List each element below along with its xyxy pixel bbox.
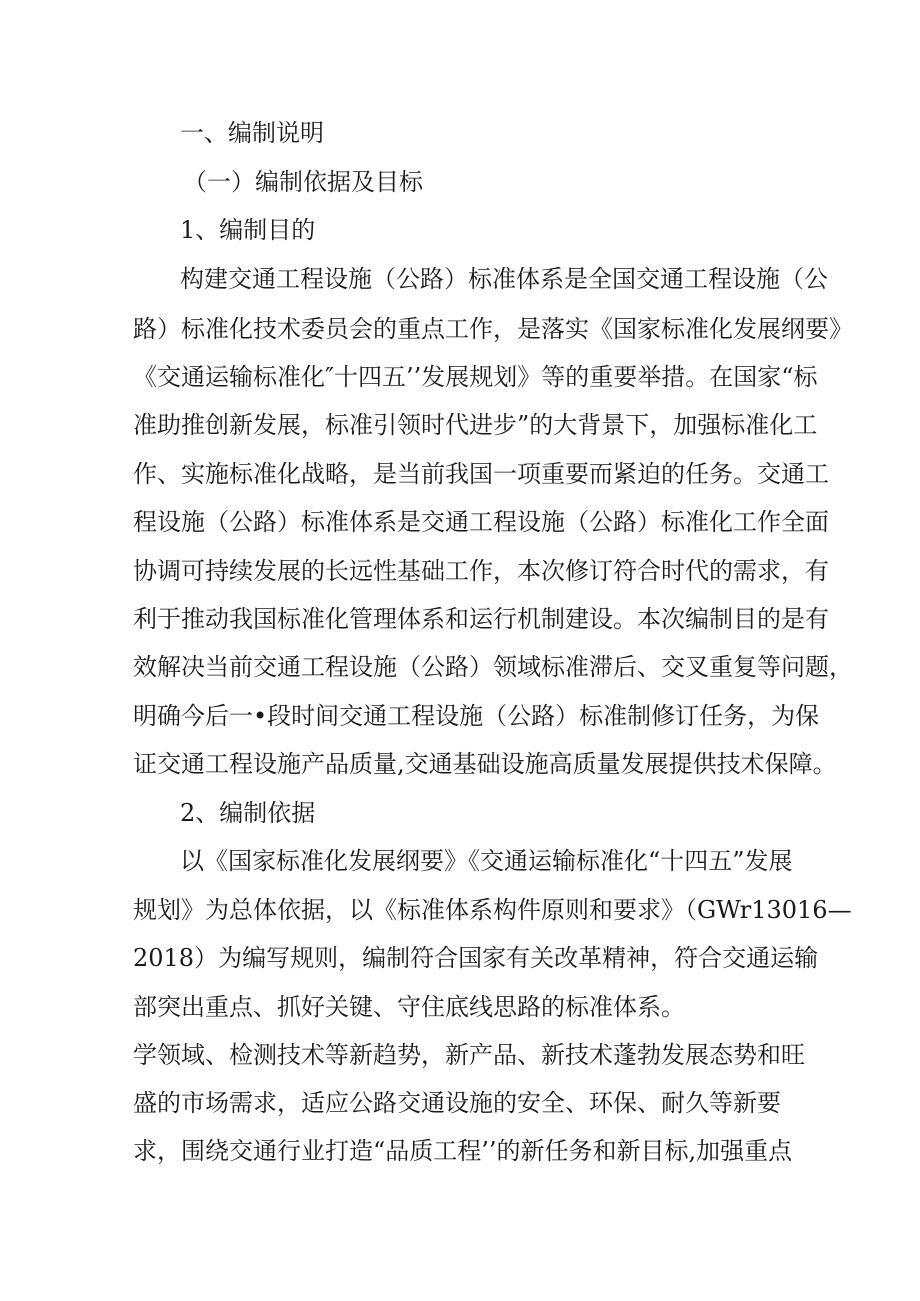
paragraph-line: 明确今后一•段时间交通工程设施（公路）标准制修订任务，为保 <box>133 702 820 730</box>
paragraph-line: 以《国家标准化发展纲要》《交通运输标准化“十四五”发展 <box>180 847 793 875</box>
paragraph-line: 求，围绕交通行业打造“品质工程’’的新任务和新目标,加强重点 <box>133 1137 793 1165</box>
paragraph-line: 规划》为总体依据，以《标准体系构件原则和要求》（GWr13016— <box>133 896 852 924</box>
paragraph-line: 准助推创新发展，标准引领时代进步”的大背景下，加强标准化工 <box>133 411 818 439</box>
paragraph-line: 部突出重点、抓好关键、守住底线思路的标准体系。 <box>133 993 685 1021</box>
paragraph-line: 协调可持续发展的长远性基础工作，本次修订符合时代的需求，有 <box>133 557 829 585</box>
paragraph-line: 程设施（公路）标准体系是交通工程设施（公路）标准化工作全面 <box>133 508 829 536</box>
paragraph-line: 证交通工程设施产品质量,交通基础设施高质量发展提供技术保障。 <box>133 750 837 778</box>
paragraph-line: 构建交通工程设施（公路）标准体系是全国交通工程设施（公 <box>180 265 828 293</box>
paragraph-line: 路）标准化技术委员会的重点工作，是落实《国家标准化发展纲要》 <box>133 315 853 343</box>
paragraph-line: 学领域、检测技术等新趋势，新产品、新技术蓬勃发展态势和旺 <box>133 1041 805 1069</box>
paragraph-line: 效解决当前交通工程设施（公路）领域标准滞后、交叉重复等问题， <box>133 653 853 681</box>
paragraph-line: 盛的市场需求，适应公路交通设施的安全、环保、耐久等新要 <box>133 1089 781 1117</box>
heading-compilation-basis: 2、编制依据 <box>180 799 316 827</box>
heading-compilation-purpose: 1、编制目的 <box>180 216 316 244</box>
paragraph-line: 作、实施标准化战略，是当前我国一项重要而紧迫的任务。交通工 <box>133 460 829 488</box>
heading-basis-and-goals: （一）编制依据及目标 <box>183 168 423 196</box>
paragraph-line: 利于推动我国标准化管理体系和运行机制建设。本次编制目的是有 <box>133 605 829 633</box>
paragraph-line: 2018）为编写规则，编制符合国家有关改革精神，符合交通运输 <box>133 944 819 972</box>
heading-compilation-notes: 一、编制说明 <box>180 119 324 147</box>
paragraph-line: 《交通运输标准化″十四五’’发展规划》等的重要举措。在国家“标 <box>133 363 818 391</box>
